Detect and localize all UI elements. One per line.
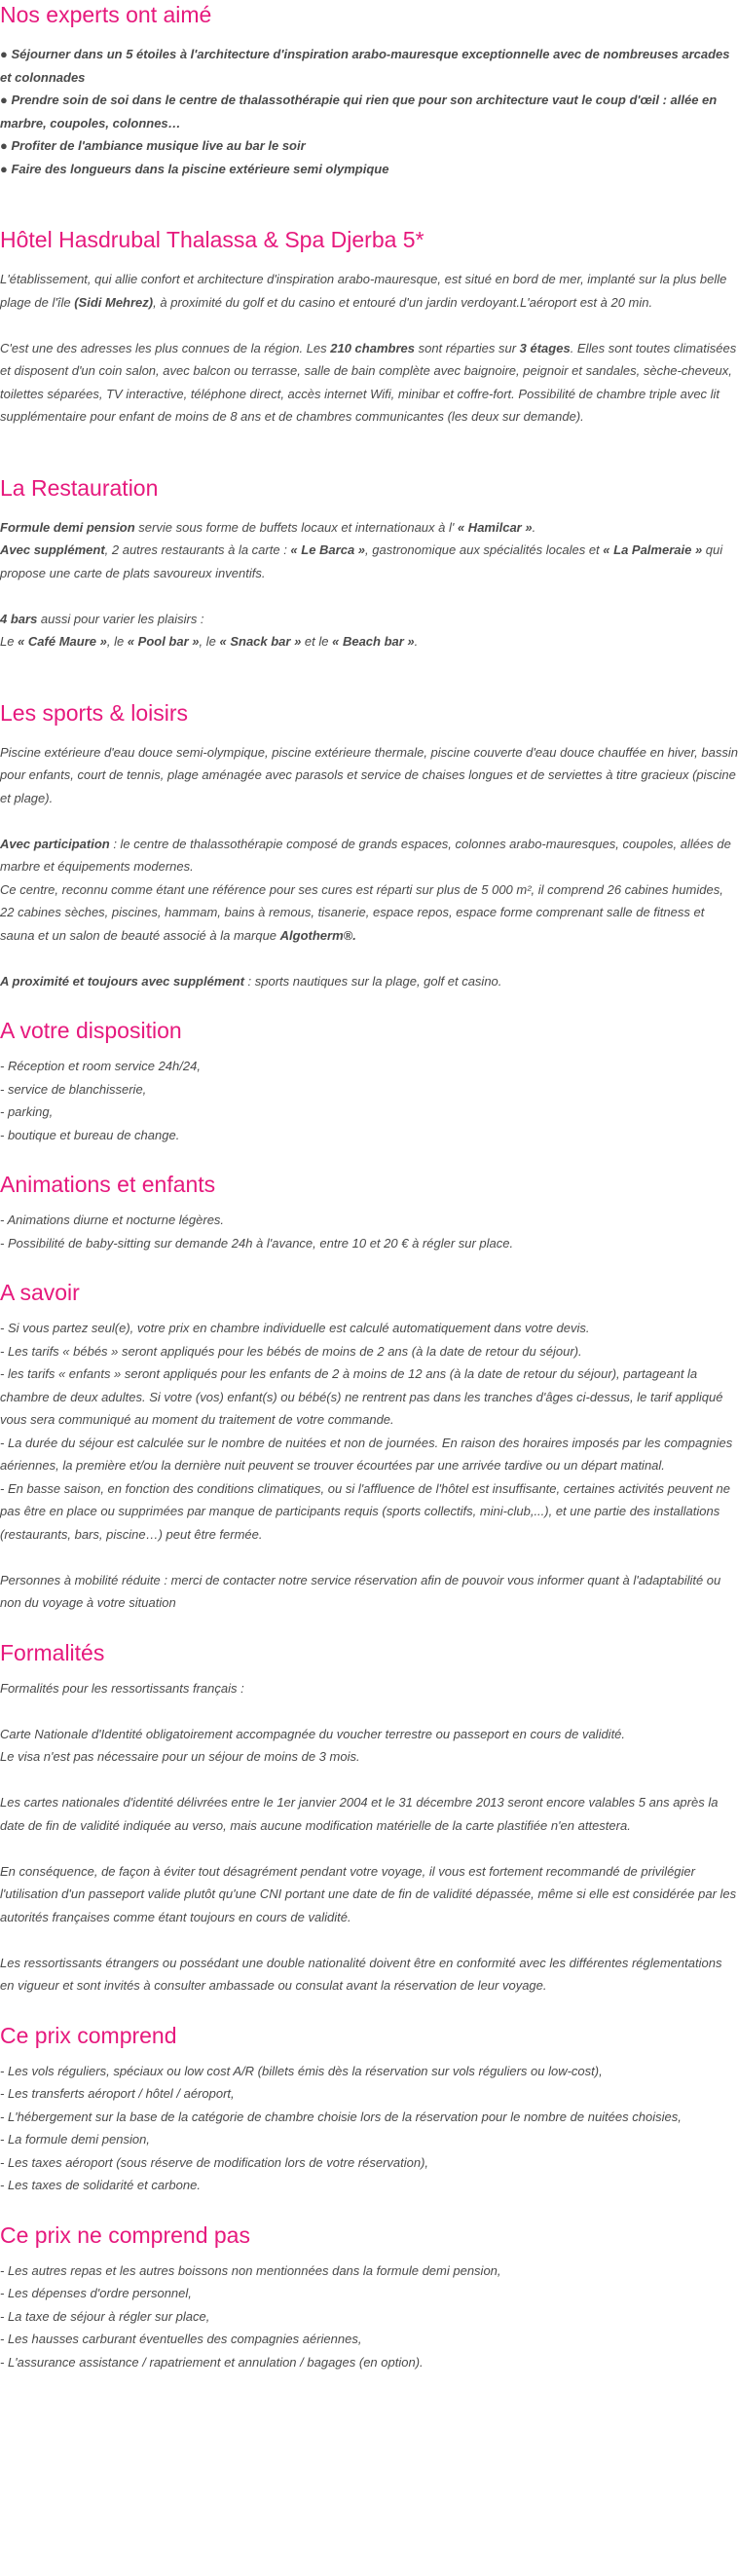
disposition-item: - Réception et room service 24h/24,	[0, 1059, 201, 1073]
savoir-item: - La durée du séjour est calculée sur le nombre de nuitées et non de journées. En raison des horaires imposés par les compagnies aériennes, la première et/ou la dernière nuit peuvent se trouver écourtées par une arrivée tardive ou un départ matinal.	[0, 1435, 733, 1473]
savoir-title: A savoir	[0, 1280, 80, 1305]
experts-item: ● Prendre soin de soi dans le centre de thalassothérapie qui rien que pour son architecture vaut le coup d'œil : allée en marbre, coupoles, colonnes…	[0, 93, 718, 131]
sports-text: Piscine extérieure d'eau douce semi-olympique, piscine extérieure thermale, piscine couverte d'eau douce chauffée en hiver, bassin pour enfants, court de tennis, plage aménagée avec parasols et service de chaises longues et de serviettes à titre gracieux (piscine et plage).	[0, 744, 738, 805]
restauration-line: Formule demi pension servie sous forme de buffets locaux et internationaux à l' « Hamilcar ».	[0, 519, 536, 535]
disposition-item: - parking,	[0, 1104, 54, 1119]
sports-text: A proximité et toujours avec supplément : sports nautiques sur la plage, golf et casino.	[0, 973, 502, 989]
formalites-text: En conséquence, de façon à éviter tout désagrément pendant votre voyage, il vous est fortement recommandé de privilégier l'utilisation d'un passeport valide plutôt qu'une CNI portant une date de fin de validité dépassée, même si elle est considérée par les autorités françaises comme étant toujours en cours de validité.	[0, 1863, 737, 1924]
experts-item: ● Séjourner dans un 5 étoiles à l'architecture d'inspiration arabo-mauresque exceptionnelle avec de nombreuses arcades et colonnades	[0, 47, 730, 85]
experts-title: Nos experts ont aimé	[0, 2, 212, 27]
formalites-intro: Formalités pour les ressortissants français :	[0, 1680, 244, 1696]
hotel-description: L'établissement, qui allie confort et architecture d'inspiration arabo-mauresque, est situé en bord de mer, implanté sur la plus belle plage de l'île (Sidi Mehrez), à proximité du golf et du casino et entouré d'un jardin verdoyant.L'aéroport est à 20 min.	[0, 272, 727, 310]
savoir-item: - En basse saison, en fonction des conditions climatiques, ou si l'affluence de l'hôtel est insuffisante, certaines activités peuvent ne pas être en place ou supprimées par manque de participants requis (sports collectifs, mini-club,...), et une partie des installations (restaurants, bars, piscine…) peut être fermée.	[0, 1480, 731, 1542]
animations-title: Animations et enfants	[0, 1172, 216, 1197]
savoir-note: Personnes à mobilité réduite : merci de contacter notre service réservation afin de pouvoir vous informer quant à l'adaptabilité ou non du voyage à votre situation	[0, 1572, 721, 1610]
comprend-item: - Les vols réguliers, spéciaux ou low cost A/R (billets émis dès la réservation sur vols réguliers ou low-cost),	[0, 2063, 603, 2078]
comprend-item: - Les transferts aéroport / hôtel / aéroport,	[0, 2086, 235, 2101]
formalites-title: Formalités	[0, 1639, 105, 1665]
ne-comprend-item: - Les hausses carburant éventuelles des compagnies aériennes,	[0, 2332, 362, 2346]
formalites-text: Les cartes nationales d'identité délivrées entre le 1er janvier 2004 et le 31 décembre 2013 seront encore valables 5 ans après la date de fin de validité indiquée au verso, mais aucune modification matérielle de la carte plastifiée n'en attestera.	[0, 1795, 719, 1833]
comprend-title: Ce prix comprend	[0, 2022, 177, 2048]
ne-comprend-item: - Les dépenses d'ordre personnel,	[0, 2286, 192, 2300]
disposition-item: - boutique et bureau de change.	[0, 1127, 180, 1142]
sports-title: Les sports & loisirs	[0, 699, 189, 726]
restauration-line: Le « Café Maure », le « Pool bar », le « Snack bar » et le « Beach bar ».	[0, 634, 419, 649]
savoir-item: - les tarifs « enfants » seront appliqués pour les enfants de 2 à moins de 12 ans (à la date de retour du séjour), partageant la chambre de deux adultes. Si votre (vos) enfant(s) ou bébé(s) ne rentrent pas dans les tranches d'âges ci-dessus, le tarif appliqué vous sera communiqué au moment du traitement de votre commande.	[0, 1366, 723, 1427]
formalites-text: Carte Nationale d'Identité obligatoirement accompagnée du voucher terrestre ou passeport en cours de validité.	[0, 1726, 626, 1741]
experts-list	[0, 43, 738, 180]
ne-comprend-item: - L'assurance assistance / rapatriement et annulation / bagages (en option).	[0, 2354, 424, 2370]
comprend-item: - L'hébergement sur la base de la catégorie de chambre choisie lors de la réservation pour le nombre de nuitées choisies,	[0, 2109, 682, 2124]
hotel-rooms: C'est une des adresses les plus connues de la région. Les 210 chambres sont réparties sur 3 étages. Elles sont toutes climatisées et disposent d'un coin salon, avec balcon ou terrasse, salle de bain complète avec baignoire, peignoir et sandales, sèche-cheveux, toilettes séparées, TV interactive, téléphone direct, accès internet Wifi, minibar et coffre-fort. Possibilité de chambre triple avec lit supplémentaire pour enfant de moins de 8 ans et de chambres communicantes (les deux sur demande).	[0, 340, 737, 424]
sports-text: Ce centre, reconnu comme étant une référence pour ses cures est réparti sur plus de 5 000 m², il comprend 26 cabines humides, 22 cabines sèches, piscines, hammam, bains à remous, tisanerie, espace repos, espace forme comprenant salle de fitness et sauna et un salon de beauté associé à la marque Algotherm®.	[0, 881, 723, 943]
comprend-item: - Les taxes aéroport (sous réserve de modification lors de votre réservation),	[0, 2154, 429, 2170]
comprend-item: - Les taxes de solidarité et carbone.	[0, 2178, 201, 2192]
restauration-title: La Restauration	[0, 474, 159, 501]
disposition-title: A votre disposition	[0, 1018, 182, 1043]
experts-item: ● Profiter de l'ambiance musique live au bar le soir	[0, 138, 306, 153]
savoir-item: - Si vous partez seul(e), votre prix en chambre individuelle est calculé automatiquement dans votre devis.	[0, 1321, 590, 1335]
experts-item: ● Faire des longueurs dans la piscine extérieure semi olympique	[0, 161, 389, 176]
animations-item: - Possibilité de baby-sitting sur demande 24h à l'avance, entre 10 et 20 € à régler sur place.	[0, 1235, 514, 1251]
disposition-item: - service de blanchisserie,	[0, 1081, 147, 1097]
restauration-line: 4 bars aussi pour varier les plaisirs :	[0, 611, 204, 626]
savoir-item: - Les tarifs « bébés » seront appliqués pour les bébés de moins de 2 ans (à la date de retour du séjour).	[0, 1343, 582, 1359]
animations-item: - Animations diurne et nocturne légères.	[0, 1213, 225, 1227]
comprend-item: - La formule demi pension,	[0, 2132, 150, 2147]
formalites-text: Le visa n'est pas nécessaire pour un séjour de moins de 3 mois.	[0, 1749, 360, 1764]
ne-comprend-item: - Les autres repas et les autres boissons non mentionnées dans la formule demi pension,	[0, 2262, 501, 2278]
hotel-title: Hôtel Hasdrubal Thalassa & Spa Djerba 5*	[0, 227, 424, 252]
restauration-line: Avec supplément, 2 autres restaurants à la carte : « Le Barca », gastronomique aux spécialités locales et « La Palmeraie » qui propose une carte de plats savoureux inventifs.	[0, 542, 723, 580]
formalites-text: Les ressortissants étrangers ou possédant une double nationalité doivent être en conformité avec les différentes réglementations en vigueur et sont invités à consulter ambassade ou consulat avant la réservation de leur voyage.	[0, 1955, 722, 1993]
ne-comprend-item: - La taxe de séjour à régler sur place,	[0, 2308, 210, 2324]
ne-comprend-title: Ce prix ne comprend pas	[0, 2221, 250, 2248]
sports-text: Avec participation : le centre de thalassothérapie composé de grands espaces, colonnes arabo-mauresques, coupoles, allées de marbre et équipements modernes.	[0, 836, 731, 874]
